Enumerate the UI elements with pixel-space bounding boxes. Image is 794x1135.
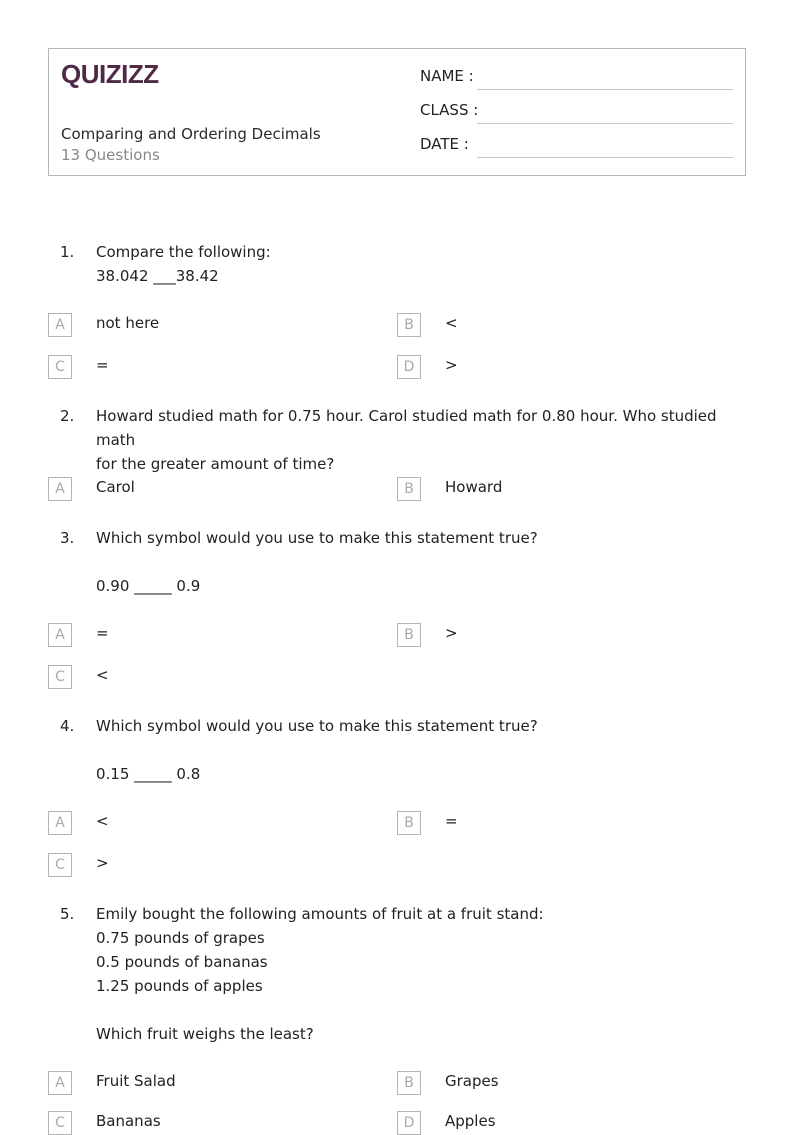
option-letter: A bbox=[48, 811, 72, 835]
question-text: Which symbol would you use to make this statement true? 0.90 _____ 0.9 bbox=[96, 529, 538, 595]
option-text: > bbox=[96, 854, 109, 872]
question-number: 1. bbox=[60, 243, 75, 261]
option-text: Howard bbox=[445, 478, 503, 496]
question-number: 4. bbox=[60, 717, 75, 735]
option-text: Fruit Salad bbox=[96, 1072, 176, 1090]
date-field bbox=[420, 135, 469, 153]
option-text: > bbox=[445, 356, 458, 374]
class-field bbox=[420, 101, 478, 119]
option-text: = bbox=[96, 624, 109, 642]
option-text: not here bbox=[96, 314, 160, 332]
option-letter: C bbox=[48, 355, 72, 379]
option-text: > bbox=[445, 624, 458, 642]
class-line[interactable] bbox=[477, 123, 733, 124]
question-text: Which symbol would you use to make this statement true? 0.15 _____ 0.8 bbox=[96, 717, 538, 783]
option-letter: D bbox=[397, 355, 421, 379]
question-number: 5. bbox=[60, 905, 75, 923]
option-text: Carol bbox=[96, 478, 135, 496]
question-count: 13 Questions bbox=[61, 146, 160, 164]
option-letter: A bbox=[48, 1071, 72, 1095]
option-letter: C bbox=[48, 665, 72, 689]
question-text: Compare the following: 38.042 ___38.42 bbox=[96, 243, 271, 285]
option-letter: C bbox=[48, 853, 72, 877]
question-text: Emily bought the following amounts of fruit at a fruit stand: 0.75 pounds of grapes 0.5 pounds of bananas 1.25 pounds of apples Which fruit weighs the least? bbox=[96, 905, 544, 1043]
option-text: Bananas bbox=[96, 1112, 161, 1130]
date-line[interactable] bbox=[477, 157, 733, 158]
option-letter: B bbox=[397, 623, 421, 647]
date-label: DATE : bbox=[420, 135, 469, 153]
option-letter: B bbox=[397, 1071, 421, 1095]
option-text: < bbox=[96, 666, 109, 684]
option-letter: A bbox=[48, 623, 72, 647]
option-letter: B bbox=[397, 313, 421, 337]
name-field bbox=[420, 67, 474, 85]
name-label: NAME : bbox=[420, 67, 474, 85]
option-text: Grapes bbox=[445, 1072, 499, 1090]
option-text: < bbox=[445, 314, 458, 332]
option-letter: D bbox=[397, 1111, 421, 1135]
option-letter: B bbox=[397, 811, 421, 835]
worksheet-title: Comparing and Ordering Decimals bbox=[61, 125, 321, 143]
name-line[interactable] bbox=[477, 89, 733, 90]
option-letter: B bbox=[397, 477, 421, 501]
option-text: = bbox=[96, 356, 109, 374]
option-text: = bbox=[445, 812, 458, 830]
question-text: Howard studied math for 0.75 hour. Carol studied math for 0.80 hour. Who studied math for the greater amount of time? bbox=[96, 407, 717, 473]
quizizz-logo: QUIZIZZ bbox=[61, 59, 159, 89]
option-letter: A bbox=[48, 313, 72, 337]
worksheet-header bbox=[48, 48, 746, 176]
option-text: Apples bbox=[445, 1112, 496, 1130]
question-number: 3. bbox=[60, 529, 75, 547]
question-number: 2. bbox=[60, 407, 75, 425]
option-letter: C bbox=[48, 1111, 72, 1135]
option-letter: A bbox=[48, 477, 72, 501]
option-text: < bbox=[96, 812, 109, 830]
class-label: CLASS : bbox=[420, 101, 479, 119]
